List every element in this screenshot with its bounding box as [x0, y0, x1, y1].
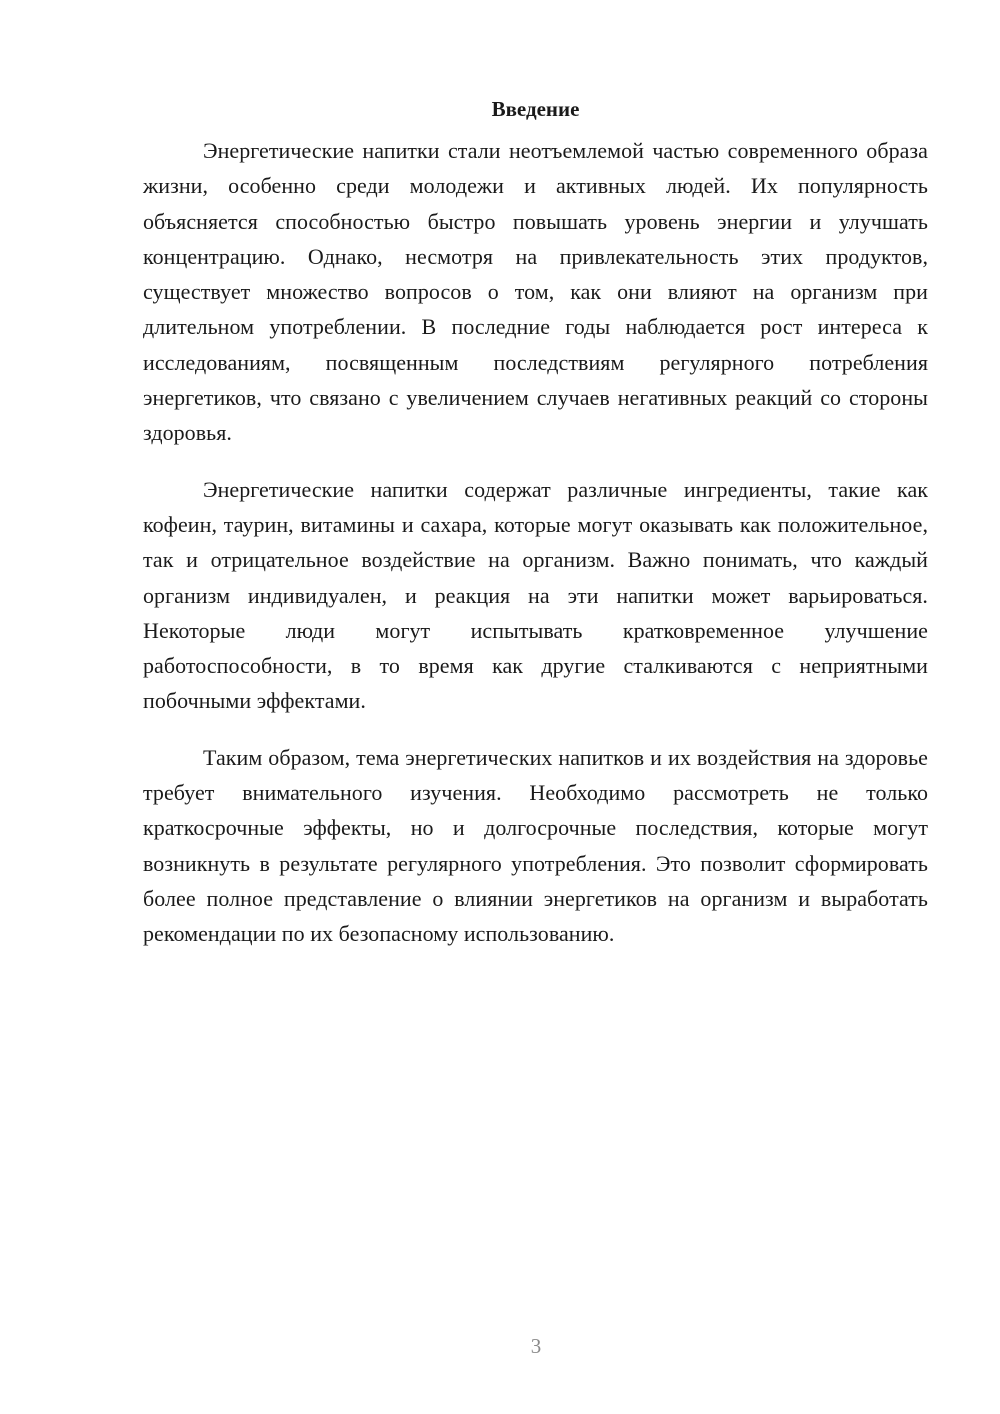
paragraph-2: Энергетические напитки содержат различные ингредиенты, такие как кофеин, таурин, витамины и сахара, которые могут оказывать как положительное, так и отрицательное воздействие на организм. Важно понимать, что каждый организм индивидуален, и реакция на эти напитки может варьироваться. Некоторые люди могут испытывать кратковременное улучшение работоспособности, в то время как другие сталкиваются с неприятными побочными эффектами.	[143, 476, 928, 714]
section-heading: Введение	[491, 97, 580, 121]
paragraph-3: Таким образом, тема энергетических напитков и их воздействия на здоровье требует внимательного изучения. Необходимо рассмотреть не только краткосрочные эффекты, но и долгосрочные последствия, которые могут возникнуть в результате регулярного употребления. Это позволит сформировать более полное представление о влиянии энергетиков на организм и выработать рекомендации по их безопасному использованию.	[143, 744, 928, 947]
page-content	[143, 92, 928, 973]
page-number: 3	[530, 1334, 542, 1358]
paragraph-1: Энергетические напитки стали неотъемлемой частью современного образа жизни, особенно среди молодежи и активных людей. Их популярность объясняется способностью быстро повышать уровень энергии и улучшать концентрацию. Однако, несмотря на привлекательность этих продуктов, существует множество вопросов о том, как они влияют на организм при длительном употреблении. В последние годы наблюдается рост интереса к исследованиям, посвященным последствиям регулярного потребления энергетиков, что связано с увеличением случаев негативных реакций со стороны здоровья.	[143, 138, 928, 446]
